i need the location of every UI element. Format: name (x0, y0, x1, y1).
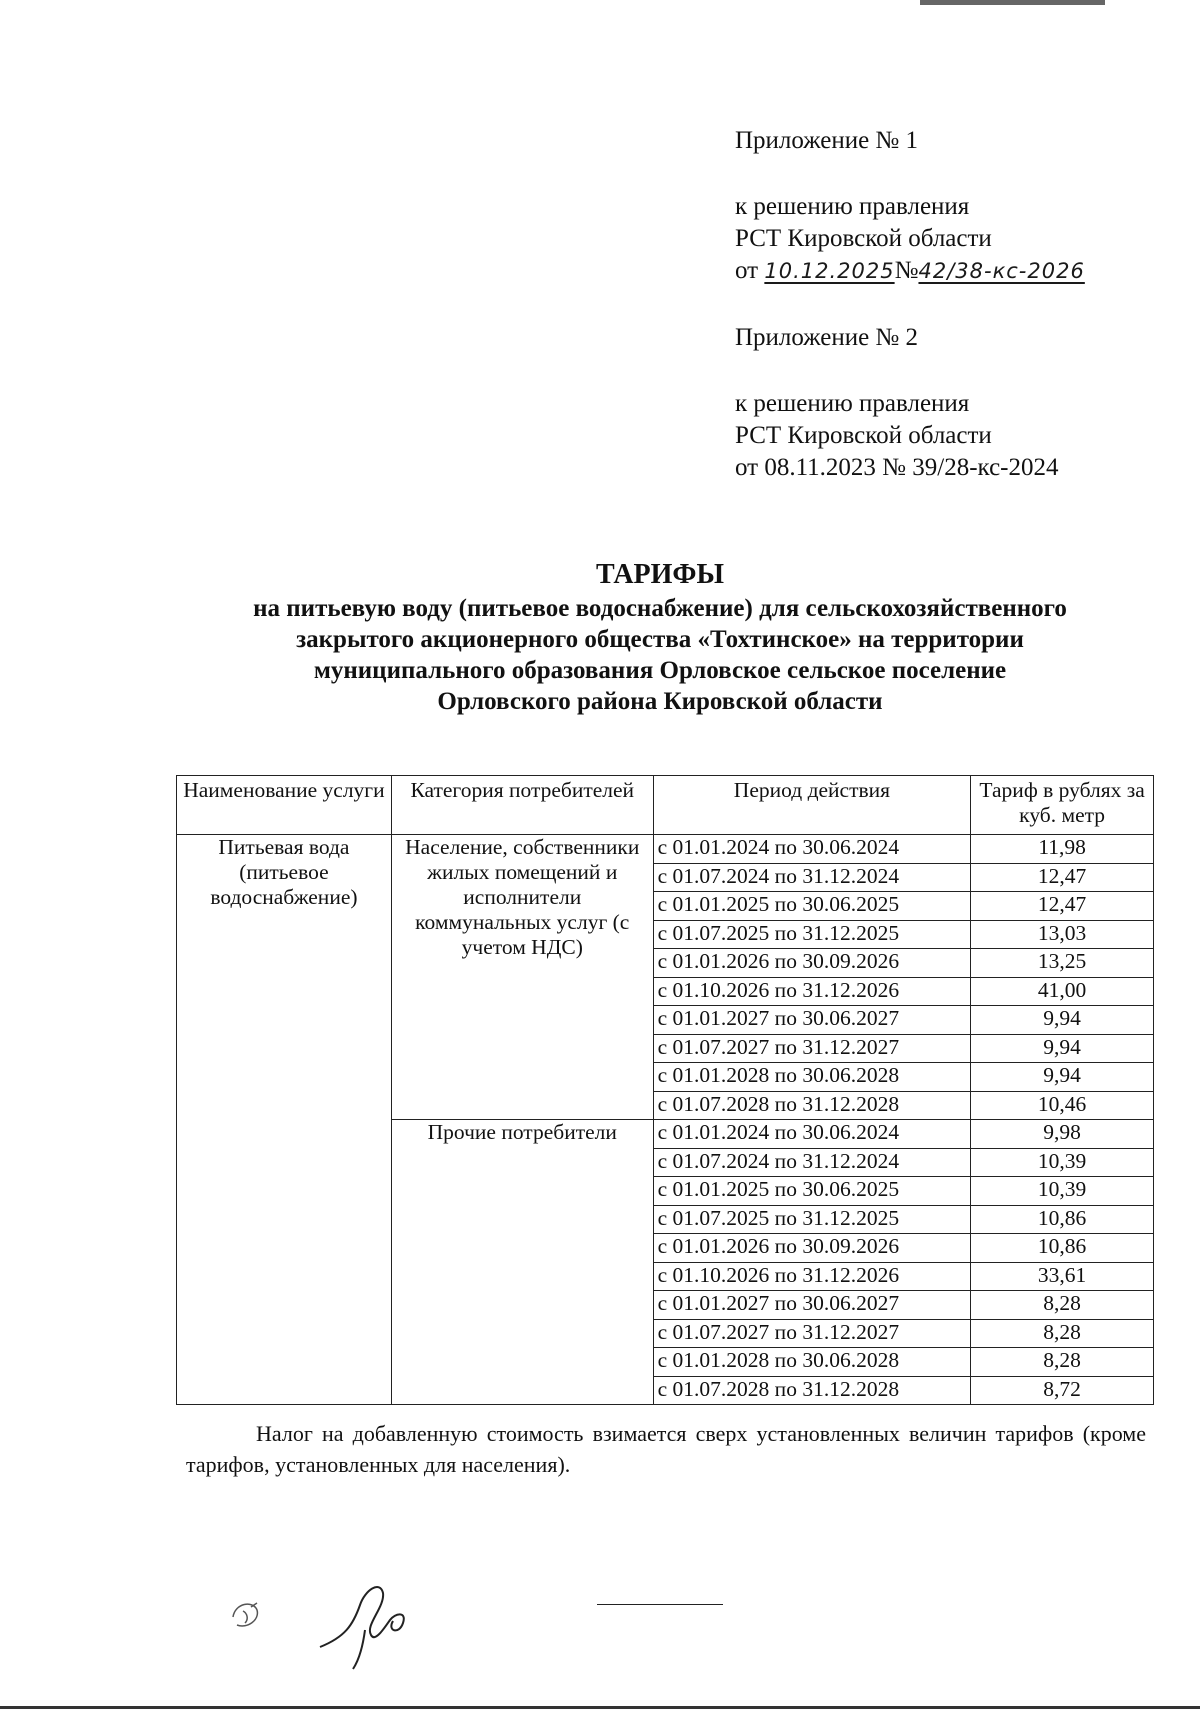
appendix-1-number-prefix: № (894, 257, 919, 284)
appendix-1-line-2: РСТ Кировской области (735, 225, 992, 252)
signature-icon (225, 1565, 465, 1675)
tariff-table (176, 775, 1154, 1405)
tariff-value-cell: 10,86 (971, 1205, 1154, 1234)
appendix-1-date-handwritten: 10.12.2025 (764, 259, 895, 283)
period-cell: с 01.07.2027 по 31.12.2027 (653, 1034, 971, 1063)
tariff-value-cell: 8,28 (971, 1348, 1154, 1377)
tariff-value-cell: 8,72 (971, 1376, 1154, 1405)
document-title-block (160, 557, 1160, 717)
document-subtitle-line-2: закрытого акционерного общества «Тохтинское» на территории (296, 626, 1024, 653)
tariff-value-cell: 10,39 (971, 1148, 1154, 1177)
document-subtitle-line-1: на питьевую воду (питьевое водоснабжение) для сельскохозяйственного (253, 595, 1067, 622)
appendix-2-title-text: Приложение № 2 (735, 324, 919, 351)
period-cell: с 01.07.2028 по 31.12.2028 (653, 1376, 971, 1405)
tariff-value-cell: 12,47 (971, 892, 1154, 921)
period-cell: с 01.07.2025 по 31.12.2025 (653, 1205, 971, 1234)
service-name-cell: Питьевая вода (питьевое водоснабжение) (177, 835, 392, 1405)
appendix-2-body (735, 388, 1059, 484)
scan-bottom-line (0, 1706, 1200, 1709)
period-cell: с 01.01.2026 по 30.09.2026 (653, 949, 971, 978)
header-category: Категория потребителей (391, 776, 653, 835)
tariff-table-body (177, 835, 1154, 1405)
period-cell: с 01.07.2024 по 31.12.2024 (653, 1148, 971, 1177)
tariff-value-cell: 9,94 (971, 1063, 1154, 1092)
appendix-1-number-handwritten: 42/38-кс-2026 (918, 259, 1085, 283)
appendix-1-title (735, 125, 918, 157)
appendix-1-date-prefix: от (735, 257, 765, 284)
appendix-1-date-line (735, 255, 1085, 287)
period-cell: с 01.01.2028 по 30.06.2028 (653, 1348, 971, 1377)
appendix-1-body (735, 191, 1085, 287)
period-cell: с 01.01.2027 по 30.06.2027 (653, 1006, 971, 1035)
tariff-value-cell: 8,28 (971, 1291, 1154, 1320)
appendix-2-title (735, 322, 918, 354)
header-tariff: Тариф в рублях за куб. метр (971, 776, 1154, 835)
table-header-row (177, 776, 1154, 835)
tariff-value-cell: 13,25 (971, 949, 1154, 978)
document-title: ТАРИФЫ (596, 559, 724, 590)
period-cell: с 01.07.2027 по 31.12.2027 (653, 1319, 971, 1348)
appendix-1-line-1: к решению правления (735, 193, 970, 220)
header-service: Наименование услуги (177, 776, 392, 835)
consumer-category-cell: Прочие потребители (391, 1120, 653, 1405)
period-cell: с 01.07.2024 по 31.12.2024 (653, 863, 971, 892)
tariff-value-cell: 41,00 (971, 977, 1154, 1006)
tariff-value-cell: 33,61 (971, 1262, 1154, 1291)
period-cell: с 01.01.2027 по 30.06.2027 (653, 1291, 971, 1320)
tariff-value-cell: 13,03 (971, 920, 1154, 949)
period-cell: с 01.01.2024 по 30.06.2024 (653, 835, 971, 864)
closing-rule (597, 1604, 723, 1605)
period-cell: с 01.10.2026 по 31.12.2026 (653, 977, 971, 1006)
period-cell: с 01.01.2028 по 30.06.2028 (653, 1063, 971, 1092)
tariff-value-cell: 9,98 (971, 1120, 1154, 1149)
appendix-2-line-2: РСТ Кировской области (735, 422, 992, 449)
period-cell: с 01.10.2026 по 31.12.2026 (653, 1262, 971, 1291)
period-cell: с 01.07.2028 по 31.12.2028 (653, 1091, 971, 1120)
tariff-value-cell: 10,86 (971, 1234, 1154, 1263)
period-cell: с 01.01.2026 по 30.09.2026 (653, 1234, 971, 1263)
tariff-value-cell: 12,47 (971, 863, 1154, 892)
appendix-2-line-1: к решению правления (735, 390, 970, 417)
appendix-1-title-text: Приложение № 1 (735, 127, 919, 154)
period-cell: с 01.01.2025 по 30.06.2025 (653, 892, 971, 921)
tariff-value-cell: 11,98 (971, 835, 1154, 864)
table-row (177, 835, 1154, 864)
document-subtitle-line-4: Орловского района Кировской области (437, 688, 883, 715)
period-cell: с 01.01.2025 по 30.06.2025 (653, 1177, 971, 1206)
header-period: Период действия (653, 776, 971, 835)
period-cell: с 01.01.2024 по 30.06.2024 (653, 1120, 971, 1149)
consumer-category-cell: Население, собственники жилых помещений и исполнители коммунальных услуг (с учетом НДС) (391, 835, 653, 1120)
tariff-value-cell: 8,28 (971, 1319, 1154, 1348)
appendix-2-line-3: от 08.11.2023 № 39/28-кс-2024 (735, 454, 1059, 481)
period-cell: с 01.07.2025 по 31.12.2025 (653, 920, 971, 949)
vat-footnote: Налог на добавленную стоимость взимается сверх установленных величин тарифов (кроме тарифов, установленных для населения). (186, 1421, 1146, 1477)
tariff-value-cell: 9,94 (971, 1034, 1154, 1063)
tariff-value-cell: 10,39 (971, 1177, 1154, 1206)
tariff-value-cell: 9,94 (971, 1006, 1154, 1035)
document-subtitle-line-3: муниципального образования Орловское сельское поселение (313, 657, 1007, 684)
scan-top-mark (920, 0, 1105, 5)
tariff-value-cell: 10,46 (971, 1091, 1154, 1120)
